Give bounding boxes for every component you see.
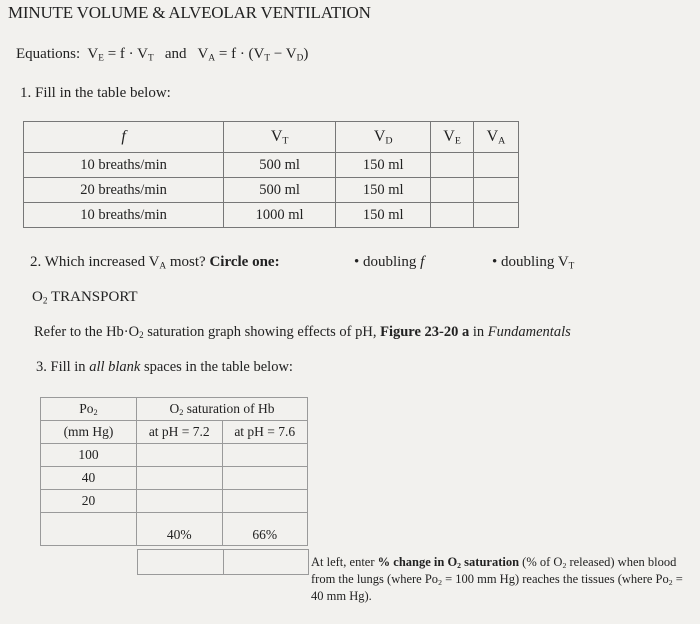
- header-vt: $V_T$: [224, 122, 336, 153]
- and-word: and: [164, 46, 187, 62]
- cell-va-blank[interactable]: [473, 178, 518, 203]
- cell-vt: 500 ml: [224, 153, 336, 178]
- header-ph-7-6: at pH = 7.6: [222, 421, 308, 444]
- table-row: [24, 203, 519, 228]
- question-3: 3. Fill in all blank spaces in the table below:: [36, 359, 293, 375]
- cell-vd: 150 ml: [336, 178, 431, 203]
- option-doubling-vt[interactable]: • doubling $V_T$: [492, 254, 575, 272]
- cell-change-blank[interactable]: [223, 550, 309, 575]
- question-2: 2. Which increased $V_A$ most? Circle one:: [30, 254, 280, 272]
- cell-po2: 40: [41, 467, 137, 490]
- cell-sat-blank[interactable]: [137, 467, 223, 490]
- table-row: [41, 444, 308, 467]
- va-equation: $V_A = f \cdot (V_T - V_D)$: [197, 46, 309, 64]
- table-row: [24, 178, 519, 203]
- cell-vt: 500 ml: [224, 178, 336, 203]
- page-title: MINUTE VOLUME & ALVEOLAR VENTILATION: [8, 3, 371, 22]
- cell-f: 10 breaths/min: [24, 153, 224, 178]
- saturation-table: [40, 397, 308, 546]
- refer-instruction: Refer to the $Hb\cdot O_2$ saturation graph showing effects of pH, Figure 23-20 a in Fundamentals: [34, 324, 571, 341]
- ve-symbol: $V_E$: [87, 46, 104, 64]
- ventilation-table: [23, 121, 519, 228]
- cell-sat-blank[interactable]: [222, 467, 308, 490]
- cell-va-blank[interactable]: [473, 203, 518, 228]
- header-ve: $V_E$: [431, 122, 474, 153]
- cell-change-blank[interactable]: [138, 550, 224, 575]
- cell-ve-blank[interactable]: [431, 153, 474, 178]
- cell-po2: 100: [41, 444, 137, 467]
- cell-sat-blank[interactable]: [137, 490, 223, 513]
- header-po2: $Po_2$: [41, 398, 137, 421]
- header-va: $V_A$: [473, 122, 518, 153]
- cell-percent-7-6: 66%: [222, 513, 308, 546]
- cell-percent-7-2: 40%: [137, 513, 223, 546]
- header-unit: (mm Hg): [41, 421, 137, 444]
- cell-vt: 1000 ml: [224, 203, 336, 228]
- header-ph-7-2: at pH = 7.2: [137, 421, 223, 444]
- table-row: [41, 490, 308, 513]
- table-row: [138, 550, 309, 575]
- table-row: [41, 467, 308, 490]
- ve-rhs: = $f \cdot V_T$: [103, 46, 154, 64]
- cell-vd: 150 ml: [336, 153, 431, 178]
- header-f: f: [24, 122, 224, 153]
- cell-sat-blank[interactable]: [222, 444, 308, 467]
- equations-line: [16, 46, 308, 63]
- cell-sat-blank[interactable]: [222, 490, 308, 513]
- cell-ve-blank[interactable]: [431, 203, 474, 228]
- cell-vd: 150 ml: [336, 203, 431, 228]
- cell-f: 20 breaths/min: [24, 178, 224, 203]
- percent-change-table: [137, 549, 309, 575]
- cell-sat-blank[interactable]: [137, 444, 223, 467]
- table-row: [41, 513, 308, 546]
- table-row: [24, 153, 519, 178]
- header-saturation: $O_2$ saturation of Hb: [137, 398, 308, 421]
- cell-f: 10 breaths/min: [24, 203, 224, 228]
- header-vd: $V_D$: [336, 122, 431, 153]
- table-header-row: [24, 122, 519, 153]
- cell-va-blank[interactable]: [473, 153, 518, 178]
- option-doubling-f[interactable]: • doubling f: [354, 254, 425, 270]
- table-header-row: [41, 421, 308, 444]
- question-1: 1. Fill in the table below:: [20, 85, 171, 101]
- cell-po2-blank[interactable]: [41, 513, 137, 546]
- equations-label: Equations:: [16, 46, 81, 62]
- percent-change-note: At left, enter % change in $O_2$ saturation (% of $O_2$ released) when blood from the lungs (where $Po_2 = 100$ mm Hg) reaches the tissues (where $Po_2 = 40$ mm Hg).: [311, 555, 683, 603]
- o2-transport-heading: $O_2$ TRANSPORT: [32, 289, 138, 307]
- cell-po2: 20: [41, 490, 137, 513]
- table-header-row: [41, 398, 308, 421]
- cell-ve-blank[interactable]: [431, 178, 474, 203]
